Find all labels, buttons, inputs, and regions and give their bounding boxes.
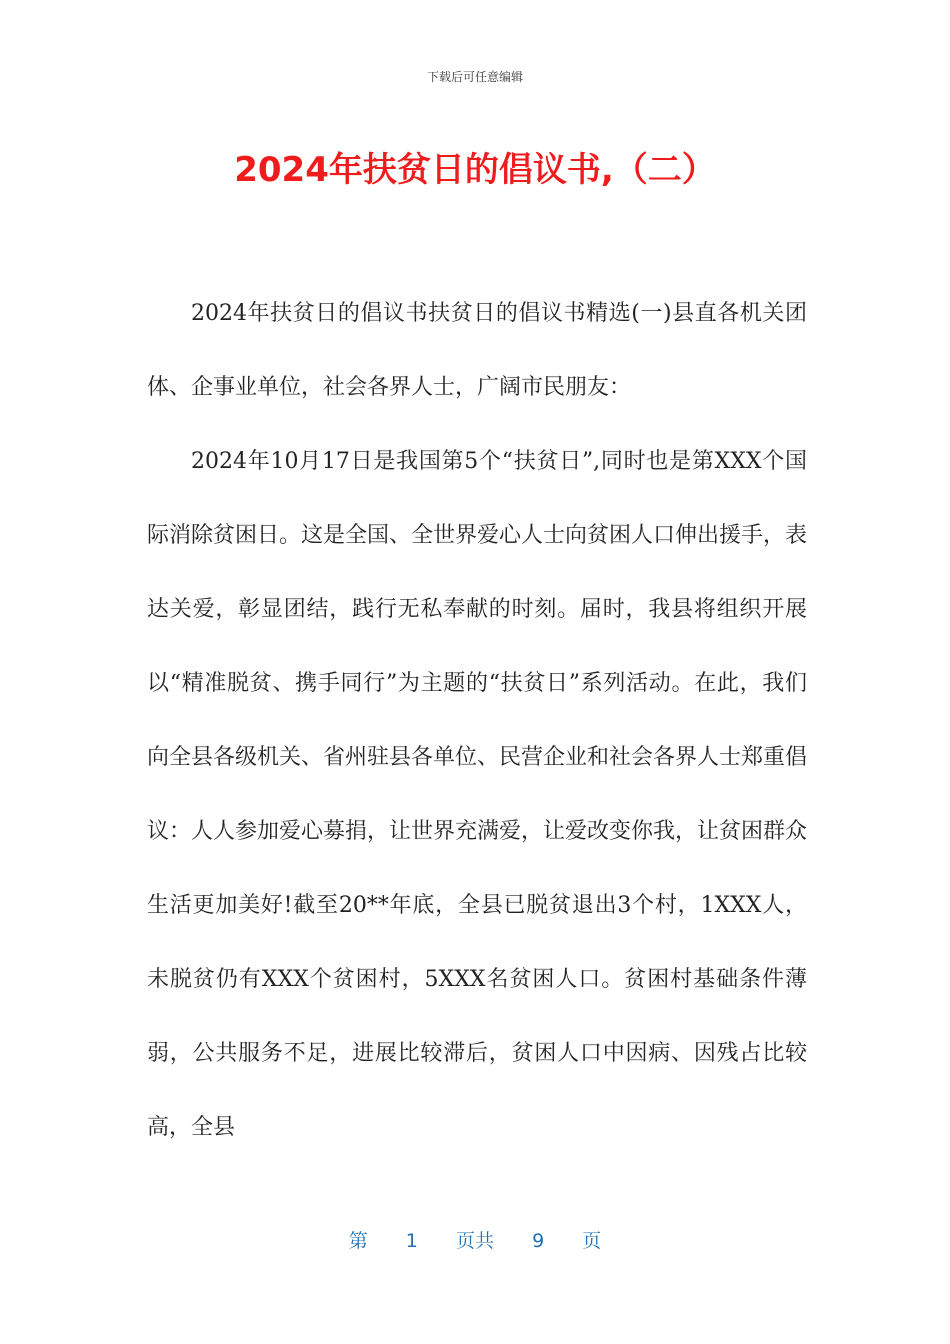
paragraph-2: 2024年10月17日是我国第5个“扶贫日”,同时也是第XXX个国际消除贫困日。这是全国、全世界爱心人士向贫困人口伸出援手，表达关爱，彰显团结，践行无私奉献的时刻。届时，我县将组织开展以“精准脱贫、携手同行”为主题的“扶贫日”系列活动。在此，我们向全县各级机关、省州驻县各单位、民营企业和社会各界人士郑重倡议：人人参加爱心募捐，让世界充满爱，让爱改变你我，让贫困群众生活更加美好!截至20**年底，全县已脱贫退出3个村，1XXX人，未脱贫仍有XXX个贫困村，5XXX名贫困人口。贫困村基础条件薄弱，公共服务不足，进展比较滞后，贫困人口中因病、因残占比较高，全县 (147, 449, 808, 1140)
footer-page-mid: 页共 (455, 1230, 494, 1252)
document-body (147, 277, 807, 1165)
footer-page-number: 1 (405, 1230, 418, 1252)
paragraph-1: 2024年扶贫日的倡议书扶贫日的倡议书精选(一)县直各机关团体、企事业单位，社会各界人士，广阔市民朋友： (147, 301, 807, 400)
footer-page-suffix: 页 (582, 1230, 602, 1252)
header-note: 下载后可任意编辑 (426, 70, 523, 84)
footer-page-total: 9 (532, 1230, 545, 1252)
footer-page-prefix: 第 (348, 1230, 368, 1252)
page-footer (0, 1226, 950, 1253)
document-title: 2024年扶贫日的倡议书,（二） (234, 150, 716, 190)
